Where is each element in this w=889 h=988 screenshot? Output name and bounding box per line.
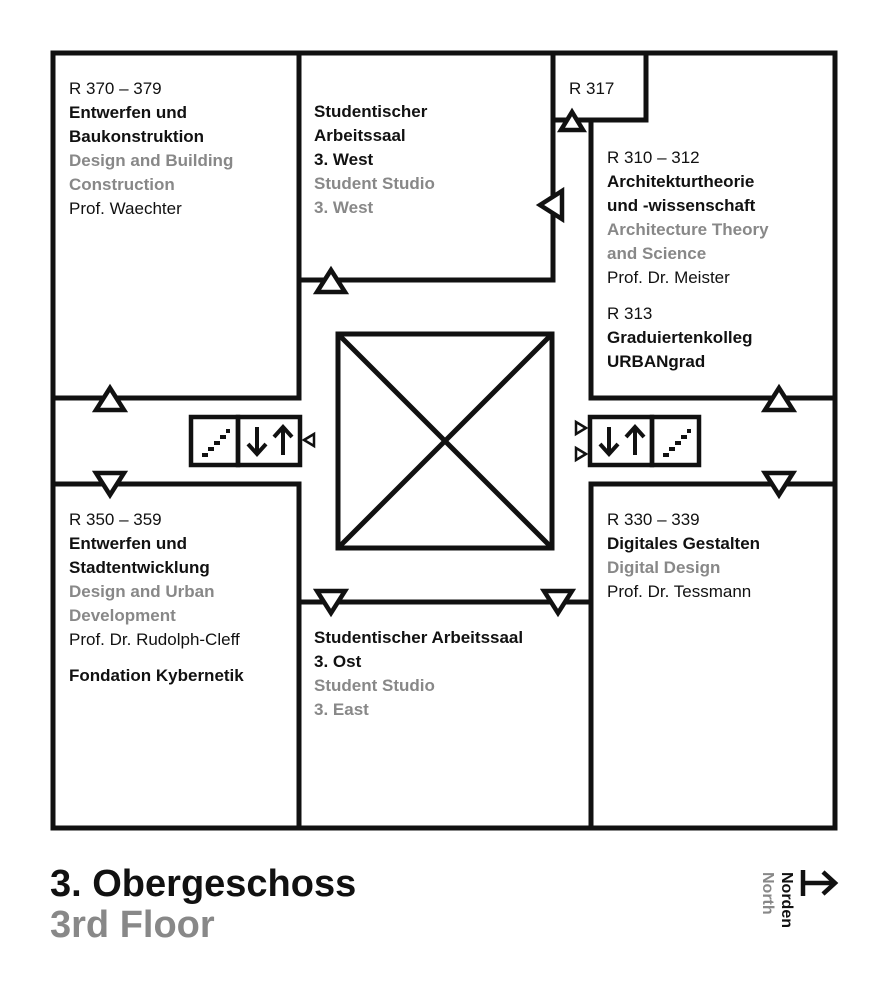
room-name-en: Construction <box>69 175 175 194</box>
room-number: R 310 – 312 <box>607 148 700 167</box>
room-number: R 313 <box>607 304 653 323</box>
room-person: Prof. Dr. Meister <box>607 268 730 287</box>
room-name-de: Arbeitssaal <box>314 126 406 145</box>
room-person: Prof. Dr. Rudolph-Cleff <box>69 630 240 649</box>
room-west-north <box>69 77 233 221</box>
stairs-icon <box>202 429 230 457</box>
room-name-en: Architecture Theory <box>607 220 769 239</box>
room-studio-east <box>314 626 523 722</box>
void-cross-icon <box>338 334 552 548</box>
entrance-triangle-icon <box>561 112 583 130</box>
room-person: Prof. Dr. Tessmann <box>607 582 752 601</box>
room-name-de: URBANgrad <box>607 352 706 371</box>
room-name-de: Architekturtheorie <box>607 172 755 191</box>
room-name-en: 3. West <box>314 198 374 217</box>
north-label-en: North <box>759 872 776 915</box>
room-name-en: Development <box>69 606 176 625</box>
room-name-de: Digitales Gestalten <box>607 534 761 553</box>
room-name-de: Entwerfen und <box>69 534 188 553</box>
entrance-triangle-icon <box>304 434 314 446</box>
room-name-de: Baukonstruktion <box>69 127 205 146</box>
room-name-de: 3. West <box>314 150 374 169</box>
room-name-de: Entwerfen und <box>69 103 188 122</box>
floor-title-de: 3. Obergeschoss <box>50 863 357 905</box>
room-west-south <box>69 508 244 688</box>
room-name-en: Design and Building <box>69 151 234 170</box>
room-studio-west <box>314 100 435 220</box>
room-name-de: und -wissenschaft <box>607 196 756 215</box>
room-name-en: Digital Design <box>607 558 721 577</box>
floor-title-en: 3rd Floor <box>50 904 215 946</box>
room-extra: Fondation Kybernetik <box>69 666 244 685</box>
entrance-triangle-icon <box>576 422 586 434</box>
room-name-en: and Science <box>607 244 707 263</box>
room-name-en: Design and Urban <box>69 582 215 601</box>
room-name-en: 3. East <box>314 700 369 719</box>
room-number: R 370 – 379 <box>69 79 162 98</box>
room-name-en: Student Studio <box>314 676 435 695</box>
entrance-triangle-icon <box>576 448 586 460</box>
room-east-south <box>607 508 760 604</box>
room-person: Prof. Waechter <box>69 199 182 218</box>
room-name-de: Graduiertenkolleg <box>607 328 753 347</box>
room-name-de: 3. Ost <box>314 652 362 671</box>
elevator-box-west <box>238 417 300 465</box>
room-east-north <box>607 146 769 374</box>
room-name-de: Studentischer <box>314 102 428 121</box>
elevator-icon <box>600 427 644 455</box>
north-arrow-icon <box>803 870 835 896</box>
room-name-en: Student Studio <box>314 174 435 193</box>
room-r317 <box>569 77 614 101</box>
stairs-icon <box>663 429 691 457</box>
elevator-box-east <box>590 417 652 465</box>
room-name-de: Studentischer Arbeitssaal <box>314 628 524 647</box>
room-name-de: Stadtentwicklung <box>69 558 210 577</box>
north-label-de: Norden <box>778 872 795 928</box>
room-number: R 350 – 359 <box>69 510 162 529</box>
elevator-icon <box>248 427 292 455</box>
room-number: R 330 – 339 <box>607 510 700 529</box>
room-number: R 317 <box>569 79 615 98</box>
